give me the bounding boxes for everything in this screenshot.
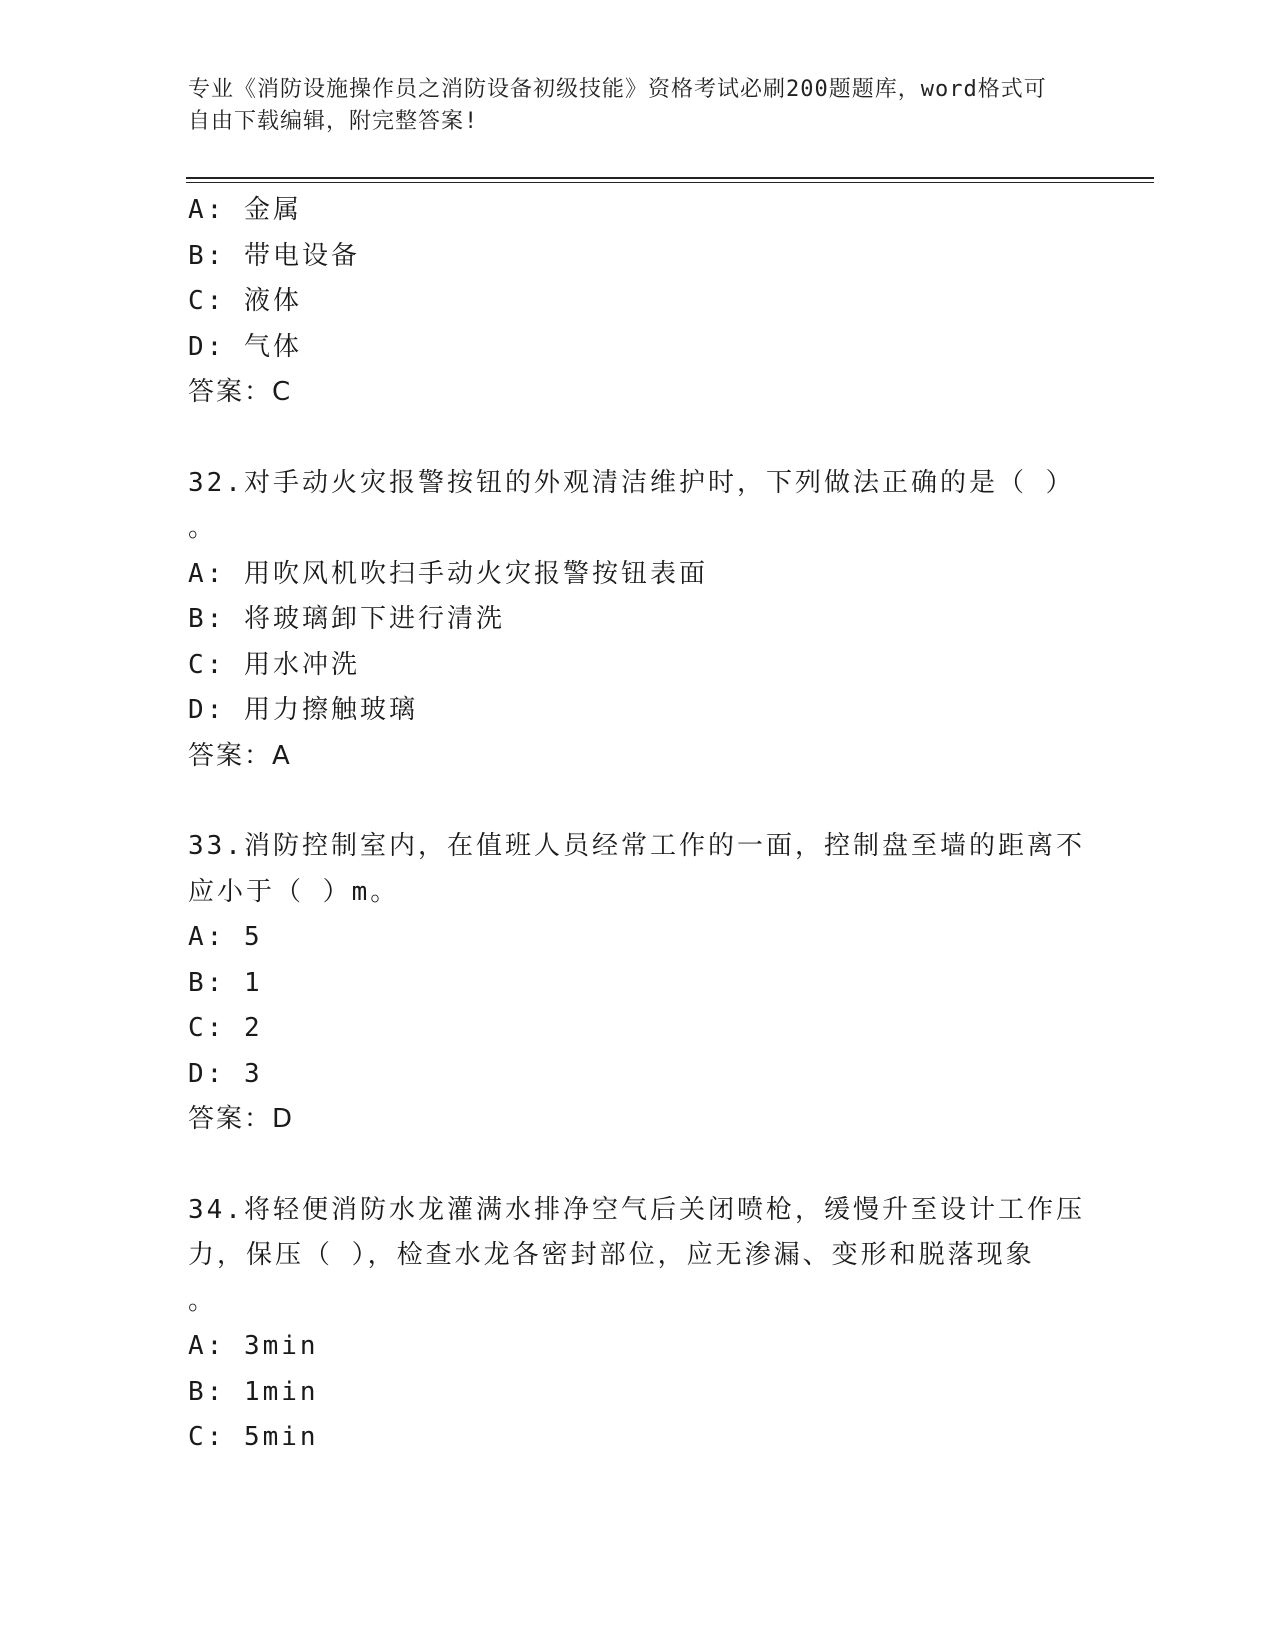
document-header [188,74,1068,138]
option-c: C: 5min [188,1422,319,1452]
option-d: D: 3 [188,1058,263,1089]
option-c: C: 2 [188,1013,263,1043]
option-a: A: 5 [188,922,263,952]
question-list [188,188,1088,1461]
option-a: A: 用吹风机吹扫手动火灾报警按钮表面 [188,558,708,589]
answer-line: 答案：C [188,377,293,407]
question-block-33 [188,824,1088,1143]
spacer [188,1143,1088,1188]
question-text-tail: 。 [188,513,218,543]
option-d: D: 用力擦触玻璃 [188,695,418,725]
question-text-line-1: 33.消防控制室内，在值班人员经常工作的一面，控制盘至墙的距离不 [188,831,1085,861]
option-a: A: 3min [188,1331,319,1361]
answer-line: 答案：D [188,1104,295,1134]
option-b: B: 将玻璃卸下进行清洗 [188,604,505,634]
question-text: 32.对手动火灾报警按钮的外观清洁维护时，下列做法正确的是（ ） [188,467,1075,498]
option-c: C: 液体 [188,286,302,316]
header-text: 专业《消防设施操作员之消防设备初级技能》资格考试必刷200题题库，word格式可自由下载编辑，附完整答案! [188,77,1047,134]
option-b: B: 带电设备 [188,240,360,271]
header-divider-thick [186,177,1154,179]
answer-line: 答案：A [188,740,292,771]
option-c: C: 用水冲洗 [188,649,360,680]
question-text-line-1: 34.将轻便消防水龙灌满水排净空气后关闭喷枪，缓慢升至设计工作压 [188,1194,1085,1225]
option-d: D: 气体 [188,331,302,362]
question-text-line-2: 应小于（ ）m。 [188,876,400,907]
question-block-34 [188,1188,1088,1461]
option-a: A: 金属 [188,195,302,225]
option-b: B: 1min [188,1376,319,1407]
question-block-previous [188,188,1088,416]
question-text-line-2: 力，保压（ ），检查水龙各密封部位，应无渗漏、变形和脱落现象 [188,1240,1035,1270]
spacer [188,779,1088,824]
spacer [188,416,1088,461]
question-text-tail: 。 [188,1285,218,1316]
header-divider-thin [186,182,1154,183]
question-block-32 [188,461,1088,780]
option-b: B: 1 [188,967,263,998]
